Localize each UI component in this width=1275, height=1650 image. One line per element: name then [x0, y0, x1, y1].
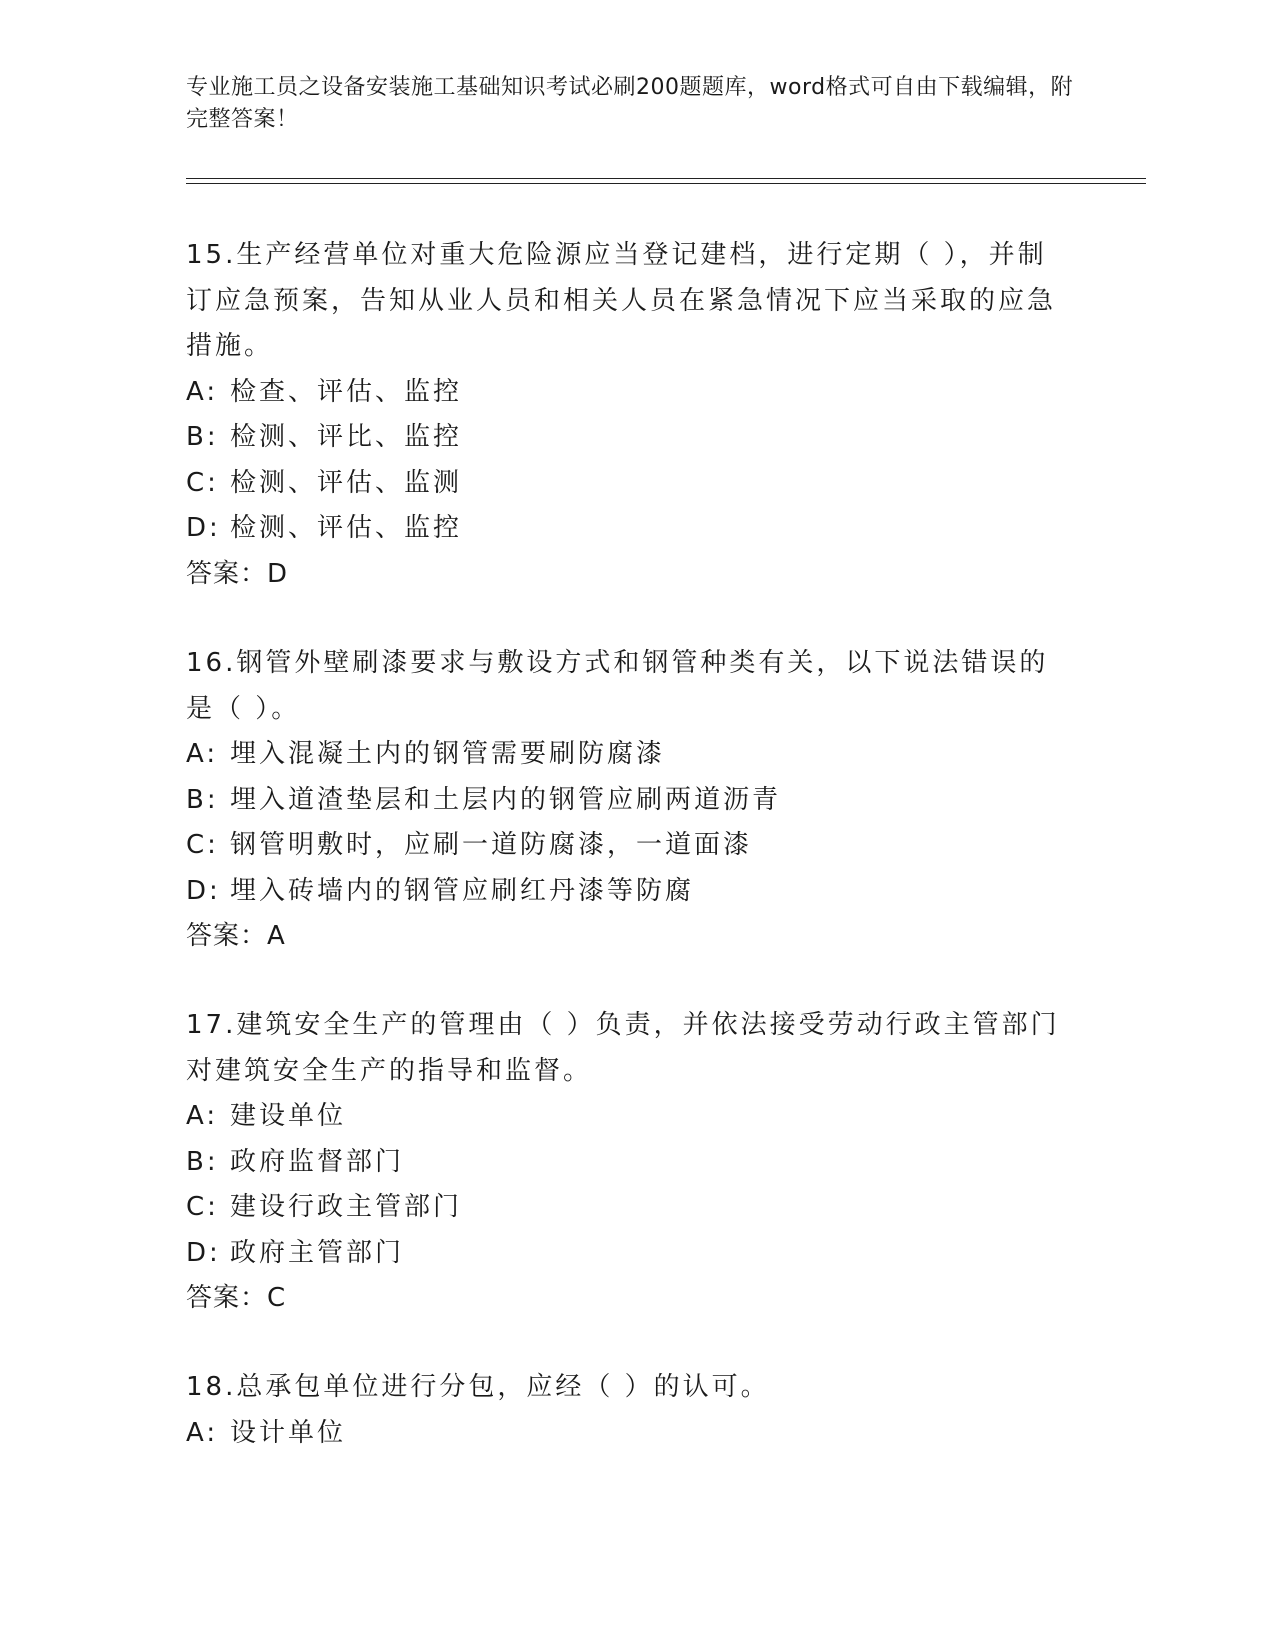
- option-text: 钢管明敷时，应刷一道防腐漆，一道面漆: [230, 830, 753, 860]
- option-key: B:: [186, 784, 219, 815]
- header-divider-bottom: [186, 183, 1146, 184]
- option-text: 建设行政主管部门: [230, 1192, 463, 1222]
- option-key: C:: [186, 830, 219, 860]
- option-b: [186, 1140, 1066, 1186]
- option-c: [186, 1185, 1066, 1231]
- option-key: A:: [186, 1101, 219, 1131]
- option-text: 政府监督部门: [230, 1146, 405, 1177]
- option-a: [186, 1411, 1066, 1457]
- option-key: A:: [186, 376, 219, 407]
- answer: 答案：D: [186, 558, 289, 589]
- option-key: C:: [186, 467, 219, 498]
- header-divider-top: [186, 178, 1146, 179]
- option-text: 设计单位: [230, 1417, 347, 1448]
- option-text: 检测、评估、监控: [230, 513, 463, 543]
- option-text: 埋入道渣垫层和土层内的钢管应刷两道沥青: [230, 784, 782, 815]
- option-text: 埋入混凝土内的钢管需要刷防腐漆: [230, 739, 666, 769]
- option-d: [186, 869, 1066, 915]
- option-d: [186, 1231, 1066, 1277]
- option-key: C:: [186, 1192, 219, 1222]
- option-text: 埋入砖墙内的钢管应刷红丹漆等防腐: [230, 875, 695, 906]
- answer: 答案：A: [186, 921, 286, 951]
- question-15: [186, 233, 1066, 597]
- option-c: [186, 823, 1066, 869]
- option-text: 建设单位: [230, 1101, 347, 1131]
- question-18: [186, 1365, 1066, 1456]
- option-text: 检查、评估、监控: [230, 376, 463, 407]
- option-b: [186, 415, 1066, 461]
- option-text: 检测、评比、监控: [230, 422, 463, 452]
- option-a: [186, 1094, 1066, 1140]
- option-key: D:: [186, 1237, 221, 1268]
- question-16: [186, 641, 1066, 960]
- answer: 答案：C: [186, 1283, 287, 1313]
- question-stem: 17.建筑安全生产的管理由（ ）负责，并依法接受劳动行政主管部门对建筑安全生产的指导和监督。: [186, 1010, 1060, 1086]
- question-17: [186, 1003, 1066, 1322]
- option-key: B:: [186, 1146, 219, 1177]
- option-text: 检测、评估、监测: [230, 467, 463, 498]
- option-key: D:: [186, 513, 221, 543]
- option-a: [186, 732, 1066, 778]
- option-a: [186, 370, 1066, 416]
- question-stem: 16.钢管外壁刷漆要求与敷设方式和钢管种类有关，以下说法错误的是（ ）。: [186, 648, 1049, 724]
- option-d: [186, 506, 1066, 552]
- option-b: [186, 778, 1066, 824]
- option-text: 政府主管部门: [230, 1237, 405, 1268]
- question-stem: 18.总承包单位进行分包，应经（ ）的认可。: [186, 1372, 770, 1402]
- option-key: A:: [186, 1417, 219, 1448]
- question-stem: 15.生产经营单位对重大危险源应当登记建档，进行定期（ ），并制订应急预案，告知从业人员和相关人员在紧急情况下应当采取的应急措施。: [186, 240, 1057, 361]
- option-key: A:: [186, 739, 219, 769]
- option-c: [186, 461, 1066, 507]
- option-key: B:: [186, 422, 219, 452]
- option-key: D:: [186, 875, 221, 906]
- document-header: 专业施工员之设备安装施工基础知识考试必刷200题题库，word格式可自由下载编辑，附完整答案！: [186, 75, 1074, 132]
